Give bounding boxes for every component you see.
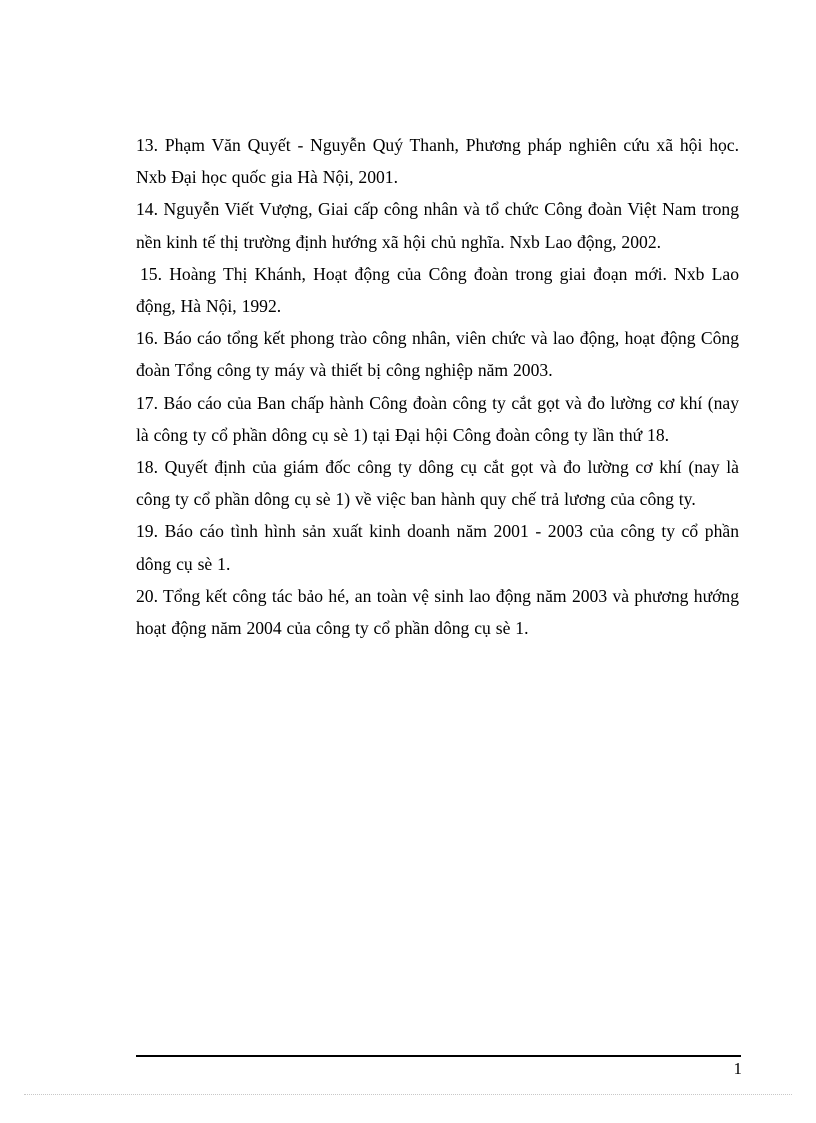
reference-item-20: 20. Tổng kết công tác bảo hé, an toàn vệ sinh lao động năm 2003 và phương hướng hoạt động năm 2004 của công ty cổ phần dông cụ sè 1.	[136, 585, 739, 639]
reference-item-16: 16. Báo cáo tổng kết phong trào công nhân, viên chức và lao động, hoạt động Công đoàn Tổng công ty máy và thiết bị công nghiệp năm 2003.	[136, 328, 739, 381]
reference-item-19: 19. Báo cáo tình hình sản xuất kinh doanh năm 2001 - 2003 của công ty cổ phần dông cụ sè 1.	[136, 521, 739, 574]
footer-divider	[136, 1055, 741, 1057]
page-bottom-border	[24, 1094, 792, 1095]
reference-item-15: 15. Hoàng Thị Khánh, Hoạt động của Công đoàn trong giai đoạn mới. Nxb Lao động, Hà Nội, 1992.	[136, 263, 739, 317]
reference-list	[136, 129, 739, 644]
reference-item-14: 14. Nguyễn Viết Vượng, Giai cấp công nhân và tổ chức Công đoàn Việt Nam trong nền kinh tế thị trường định hướng xã hội chủ nghĩa. Nxb Lao động, 2002.	[136, 199, 739, 252]
reference-item-17: 17. Báo cáo của Ban chấp hành Công đoàn công ty cắt gọt và đo lường cơ khí (nay là công ty cổ phần dông cụ sè 1) tại Đại hội Công đoàn công ty lần thứ 18.	[136, 392, 739, 445]
page-number: 1	[733, 1059, 742, 1078]
reference-item-13: 13. Phạm Văn Quyết - Nguyễn Quý Thanh, Phương pháp nghiên cứu xã hội học. Nxb Đại học quốc gia Hà Nội, 2001.	[136, 135, 739, 188]
reference-item-18: 18. Quyết định của giám đốc công ty dông cụ cắt gọt và đo lường cơ khí (nay là công ty cổ phần dông cụ sè 1) về việc ban hành quy chế trả lương của công ty.	[136, 457, 739, 510]
